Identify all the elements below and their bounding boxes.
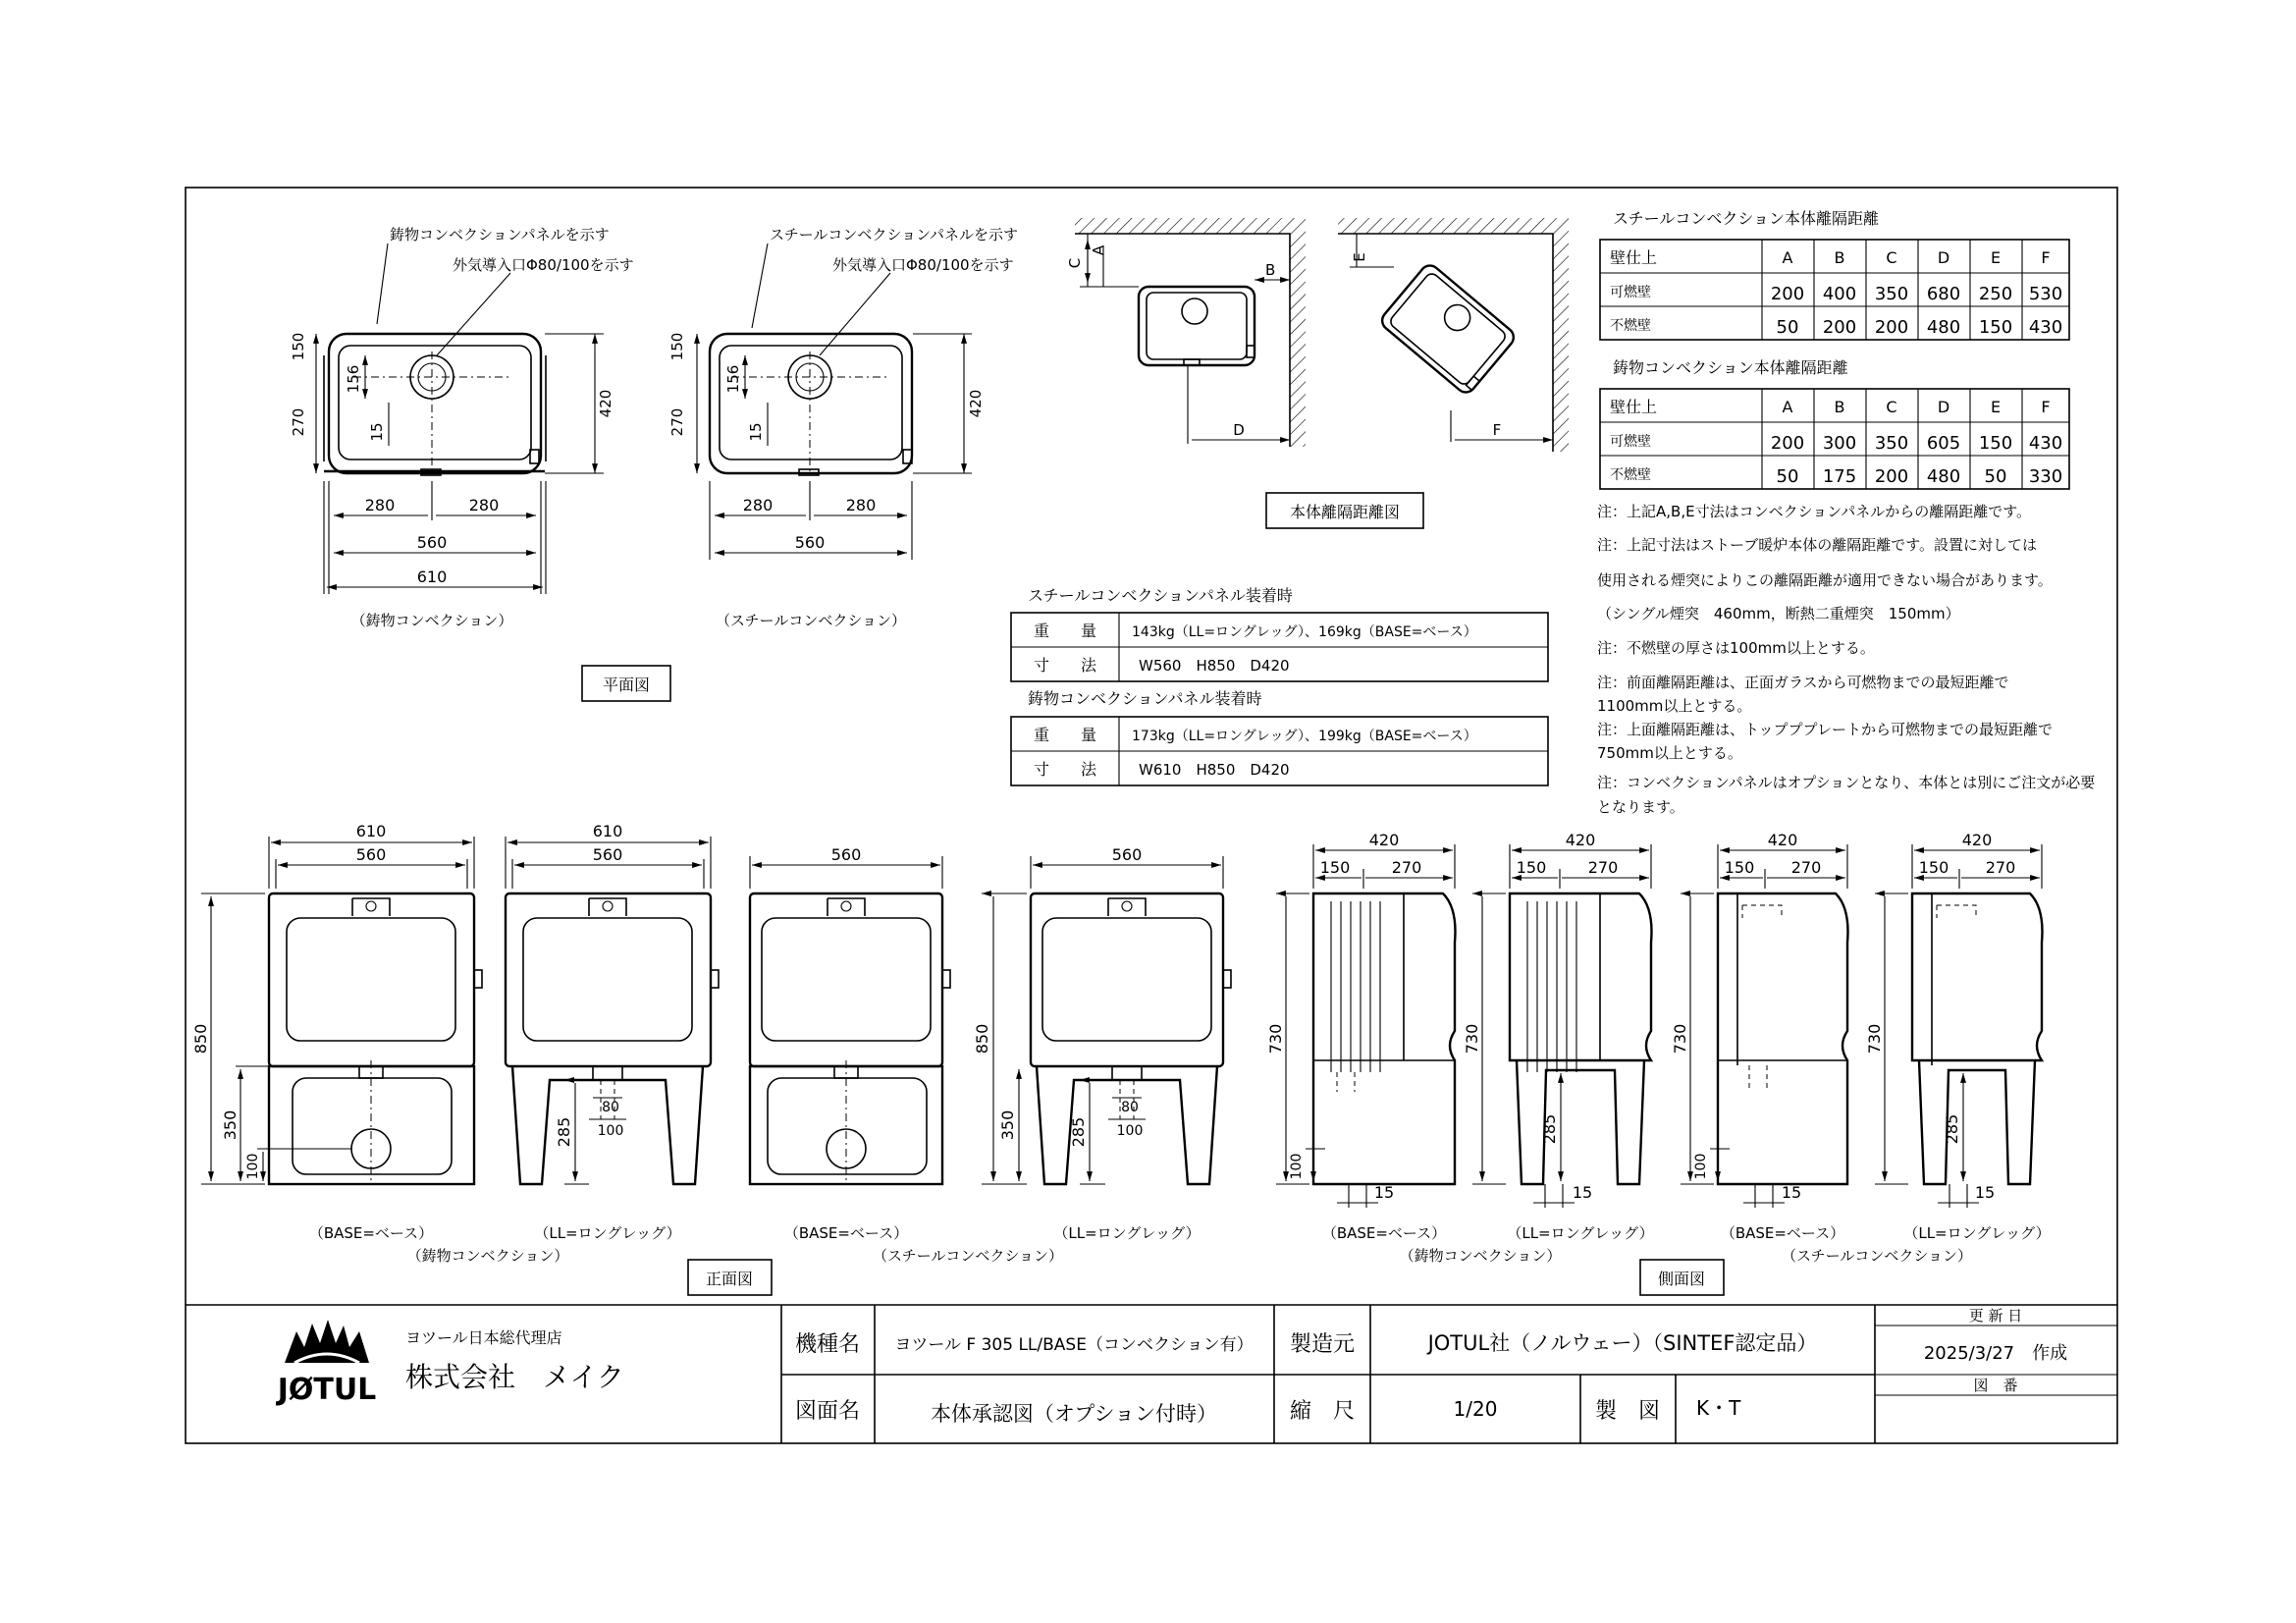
front-v4-dim-285: 285	[1069, 1116, 1088, 1148]
side-view-2	[1463, 831, 1654, 1242]
table-steel-r1c5: 150	[1978, 317, 2013, 338]
side-v2-dim-270: 270	[1587, 858, 1619, 877]
side-v4-dim-150: 150	[1918, 858, 1949, 877]
update-label: 更 新 日	[1968, 1307, 2023, 1325]
front-v4-dim-560: 560	[1111, 845, 1143, 864]
table-cast-r1c4: 480	[1926, 466, 1961, 487]
side-v2-dim-150: 150	[1516, 858, 1547, 877]
side-v1-dim-15: 15	[1373, 1183, 1395, 1202]
plan-cast-dim-15: 15	[368, 422, 386, 442]
front-v2-dim-100: 100	[597, 1123, 624, 1139]
clearance-label-b: B	[1265, 261, 1276, 279]
table-cast-r1c6: 330	[2028, 466, 2063, 487]
plan-cast-dim-280a: 280	[364, 496, 396, 514]
plan-label: 平面図	[602, 676, 651, 694]
side-v2-dim-420: 420	[1565, 831, 1596, 849]
clearance-label-c: C	[1066, 257, 1084, 269]
side-v1-dim-730: 730	[1266, 1023, 1285, 1055]
front-v2-caption: （LL=ロングレッグ）	[534, 1224, 681, 1242]
plan-cast-dim-156: 156	[345, 364, 362, 394]
front-v1-caption: （BASE=ベース）	[308, 1224, 434, 1242]
note-4: （シングル煙突 460mm，断熱二重煙突 150mm）	[1597, 605, 1960, 622]
note-7: 1100mm以上とする。	[1597, 697, 1752, 715]
table-steel-r1c4: 480	[1926, 317, 1961, 338]
table-cast-h0: 壁仕上	[1610, 398, 1658, 416]
table-steel-r0c2: 400	[1822, 284, 1857, 304]
side-v3-dim-730: 730	[1671, 1023, 1689, 1055]
plan-steel-dim-270: 270	[668, 407, 686, 437]
table-steel-h0: 壁仕上	[1610, 248, 1658, 267]
scale-value: 1/20	[1453, 1397, 1498, 1421]
front-v2-dim-285: 285	[555, 1116, 573, 1148]
side-v3-dim-150: 150	[1724, 858, 1755, 877]
plan-steel-dim-280a: 280	[742, 496, 774, 514]
side-view-3	[1671, 831, 1848, 1242]
table-cast-title: 鋳物コンベクション本体離隔距離	[1613, 358, 1848, 377]
side-v2-caption: （LL=ロングレッグ）	[1507, 1224, 1654, 1242]
side-v3-dim-15: 15	[1781, 1183, 1802, 1202]
side-view-1	[1266, 831, 1456, 1242]
side-v4-dim-730: 730	[1865, 1023, 1884, 1055]
clearance-label-f: F	[1492, 421, 1502, 439]
spec-cast-size-label: 寸 法	[1033, 760, 1097, 779]
note-10: 注：コンベクションパネルはオプションとなり、本体とは別にご注文が必要	[1597, 774, 2096, 791]
table-cast-r1c0: 不燃壁	[1610, 467, 1651, 483]
spec-steel-size-label: 寸 法	[1033, 656, 1097, 675]
front-label: 正面図	[705, 1270, 754, 1288]
clearance-table-cast	[1600, 358, 2069, 489]
front-v1-dim-100: 100	[245, 1153, 261, 1180]
table-cast-r0c3: 350	[1874, 433, 1909, 454]
table-steel-r0c5: 250	[1978, 284, 2013, 304]
table-steel-r0c0: 可燃壁	[1610, 285, 1651, 300]
table-cast-r0c2: 300	[1822, 433, 1857, 454]
table-steel-h3: C	[1886, 248, 1897, 267]
clearance-label: 本体離隔距離図	[1289, 503, 1401, 521]
plan-steel-note2: 外気導入口Φ80/100を示す	[832, 256, 1014, 274]
plan-steel-note1: スチールコンベクションパネルを示す	[770, 226, 1019, 243]
number-label: 図 番	[1973, 1377, 2018, 1394]
note-6: 注：前面離隔距離は、正面ガラスから可燃物までの最短距離で	[1597, 674, 2009, 691]
front-v2-dim-560: 560	[592, 845, 623, 864]
side-v3-dim-100: 100	[1693, 1153, 1709, 1180]
agent-text: ヨツール日本総代理店	[405, 1328, 562, 1347]
jotul-logo	[276, 1320, 377, 1407]
plan-cast-dim-420: 420	[597, 389, 614, 418]
maker-value: JOTUL社（ノルウェー）（SINTEF認定品）	[1427, 1331, 1818, 1355]
notes	[1597, 503, 2095, 816]
table-cast-h2: B	[1834, 398, 1845, 416]
plan-cast-caption: （鋳物コンベクション）	[350, 612, 513, 629]
clearance-diagram	[1066, 218, 1569, 528]
front-v2-dim-610: 610	[592, 822, 623, 840]
front-v3-dim-350: 350	[998, 1109, 1017, 1141]
front-v3-dim-850: 850	[973, 1023, 991, 1055]
table-cast-r0c6: 430	[2028, 433, 2063, 454]
table-cast-r0c1: 200	[1770, 433, 1805, 454]
side-v4-dim-15: 15	[1974, 1183, 1996, 1202]
side-v3-caption: （BASE=ベース）	[1720, 1224, 1845, 1242]
side-v2-dim-285: 285	[1540, 1113, 1559, 1145]
spec-steel-weight-label: 重 量	[1033, 622, 1097, 640]
plan-view-steel	[668, 226, 1018, 629]
table-cast-r1c1: 50	[1776, 466, 1799, 487]
spec-cast-weight-label: 重 量	[1033, 726, 1097, 744]
table-cast-h4: D	[1937, 398, 1950, 416]
side-group-steel: （スチールコンベクション）	[1781, 1247, 1973, 1265]
table-steel-r1c1: 50	[1776, 317, 1799, 338]
side-v1-dim-420: 420	[1368, 831, 1400, 849]
front-view-cast-ll	[506, 822, 719, 1242]
plan-steel-caption: （スチールコンベクション）	[715, 612, 907, 629]
update-value: 2025/3/27 作成	[1923, 1343, 2068, 1364]
side-v4-dim-420: 420	[1961, 831, 1993, 849]
scale-label: 縮 尺	[1289, 1399, 1356, 1424]
table-steel-h5: E	[1990, 248, 2002, 267]
side-v1-dim-270: 270	[1391, 858, 1422, 877]
plan-cast-dim-270: 270	[290, 407, 307, 437]
front-v1-dim-350: 350	[221, 1109, 240, 1141]
table-steel-r0c1: 200	[1770, 284, 1805, 304]
front-group-steel: （スチールコンベクション）	[872, 1247, 1064, 1265]
front-v1-dim-850: 850	[191, 1023, 210, 1055]
front-v4-caption: （LL=ロングレッグ）	[1053, 1224, 1201, 1242]
drawing-label: 図面名	[794, 1399, 861, 1424]
table-cast-h6: F	[2041, 398, 2051, 416]
spec-cast-title: 鋳物コンベクションパネル装着時	[1028, 689, 1262, 708]
front-v2-dim-80: 80	[602, 1100, 619, 1115]
spec-cast-size: W610 H850 D420	[1139, 761, 1290, 779]
side-v1-dim-100: 100	[1289, 1153, 1305, 1180]
table-steel-r1c0: 不燃壁	[1610, 318, 1651, 334]
front-v1-dim-560: 560	[355, 845, 387, 864]
table-steel-title: スチールコンベクション本体離隔距離	[1613, 209, 1880, 228]
side-v1-dim-150: 150	[1319, 858, 1351, 877]
note-1: 注：上記A,B,E寸法はコンベクションパネルからの離隔距離です。	[1597, 503, 2032, 520]
drawing-value: 本体承認図（オプション付時）	[930, 1402, 1218, 1426]
note-8: 注：上面離隔距離は、トップププレートから可燃物までの最短距離で	[1597, 721, 2053, 738]
side-v4-caption: （LL=ロングレッグ）	[1903, 1224, 2051, 1242]
table-steel-h1: A	[1782, 248, 1793, 267]
clearance-table-steel	[1600, 209, 2069, 340]
plan-steel-dim-280b: 280	[845, 496, 877, 514]
side-v4-dim-285: 285	[1943, 1113, 1961, 1145]
table-cast-h1: A	[1782, 398, 1793, 416]
plan-steel-dim-560: 560	[794, 533, 826, 552]
table-cast-r1c2: 175	[1822, 466, 1857, 487]
side-label: 側面図	[1657, 1270, 1706, 1288]
table-steel-r0c3: 350	[1874, 284, 1909, 304]
note-11: となります。	[1597, 798, 1684, 816]
plan-steel-dim-150: 150	[668, 332, 686, 361]
front-v3-dim-560: 560	[830, 845, 862, 864]
model-label: 機種名	[794, 1332, 861, 1357]
plan-cast-note2: 外気導入口Φ80/100を示す	[453, 256, 634, 274]
table-cast-h5: E	[1990, 398, 2002, 416]
note-9: 750mm以上とする。	[1597, 744, 1742, 762]
front-v4-dim-100: 100	[1116, 1123, 1144, 1139]
front-view-cast-base	[191, 822, 482, 1242]
side-view-4	[1865, 831, 2051, 1242]
front-group-cast: （鋳物コンベクション）	[406, 1247, 569, 1265]
front-v3-caption: （BASE=ベース）	[783, 1224, 909, 1242]
table-steel-r0c6: 530	[2028, 284, 2063, 304]
note-3: 使用される煙突によりこの離隔距離が適用できない場合があります。	[1597, 571, 2053, 589]
draft-value: K・T	[1696, 1396, 1741, 1420]
table-cast-r1c3: 200	[1874, 466, 1909, 487]
front-view-steel-ll	[973, 845, 1231, 1242]
company-name: 株式会社 メイク	[405, 1361, 624, 1393]
side-v3-dim-420: 420	[1767, 831, 1798, 849]
table-steel-r1c2: 200	[1822, 317, 1857, 338]
spec-cast-weight: 173kg（LL=ロングレッグ）、199kg（BASE=ベース）	[1132, 729, 1477, 744]
table-steel-r0c4: 680	[1926, 284, 1961, 304]
maker-label: 製造元	[1289, 1332, 1356, 1357]
spec-steel-size: W560 H850 D420	[1139, 657, 1290, 675]
plan-view-cast	[290, 226, 634, 629]
plan-steel-dim-15: 15	[747, 422, 765, 442]
model-value: ヨツール F 305 LL/BASE（コンベクション有）	[894, 1335, 1254, 1355]
table-cast-r0c5: 150	[1978, 433, 2013, 454]
plan-steel-dim-156: 156	[724, 364, 742, 394]
front-v1-dim-610: 610	[355, 822, 387, 840]
table-cast-r1c5: 50	[1984, 466, 2007, 487]
side-v2-dim-15: 15	[1572, 1183, 1593, 1202]
side-v1-caption: （BASE=ベース）	[1321, 1224, 1447, 1242]
plan-cast-dim-150: 150	[290, 332, 307, 361]
table-steel-h2: B	[1834, 248, 1845, 267]
table-steel-h4: D	[1937, 248, 1950, 267]
draft-label: 製 図	[1594, 1399, 1661, 1424]
clearance-label-a: A	[1090, 244, 1107, 256]
title-block	[186, 1305, 2117, 1443]
clearance-label-d: D	[1233, 421, 1245, 439]
front-v4-dim-80: 80	[1121, 1100, 1139, 1115]
plan-cast-dim-560: 560	[416, 533, 448, 552]
spec-steel-weight: 143kg（LL=ロングレッグ）、169kg（BASE=ベース）	[1132, 624, 1477, 640]
plan-cast-note1: 鋳物コンベクションパネルを示す	[390, 226, 610, 243]
table-steel-r1c3: 200	[1874, 317, 1909, 338]
spec-steel-title: スチールコンベクションパネル装着時	[1028, 586, 1293, 605]
table-steel-r1c6: 430	[2028, 317, 2063, 338]
side-v4-dim-270: 270	[1985, 858, 2016, 877]
clearance-label-e: E	[1351, 252, 1368, 262]
side-group-cast: （鋳物コンベクション）	[1399, 1247, 1562, 1265]
side-v3-dim-270: 270	[1790, 858, 1822, 877]
note-5: 注：不燃壁の厚さは100mm以上とする。	[1597, 639, 1875, 657]
plan-steel-dim-420: 420	[967, 389, 985, 418]
spec-cast	[1011, 689, 1548, 785]
note-2: 注：上記寸法はストーブ暖炉本体の離隔距離です。設置に対しては	[1597, 536, 2038, 554]
table-cast-r0c4: 605	[1926, 433, 1961, 454]
spec-steel	[1011, 586, 1548, 681]
plan-cast-dim-280b: 280	[468, 496, 500, 514]
logo-text: JØTUL	[277, 1373, 377, 1407]
table-steel-h6: F	[2041, 248, 2051, 267]
front-view-steel-base	[750, 845, 950, 1242]
table-cast-r0c0: 可燃壁	[1610, 434, 1651, 450]
table-cast-h3: C	[1886, 398, 1897, 416]
side-v2-dim-730: 730	[1463, 1023, 1481, 1055]
plan-cast-dim-610: 610	[416, 568, 448, 586]
